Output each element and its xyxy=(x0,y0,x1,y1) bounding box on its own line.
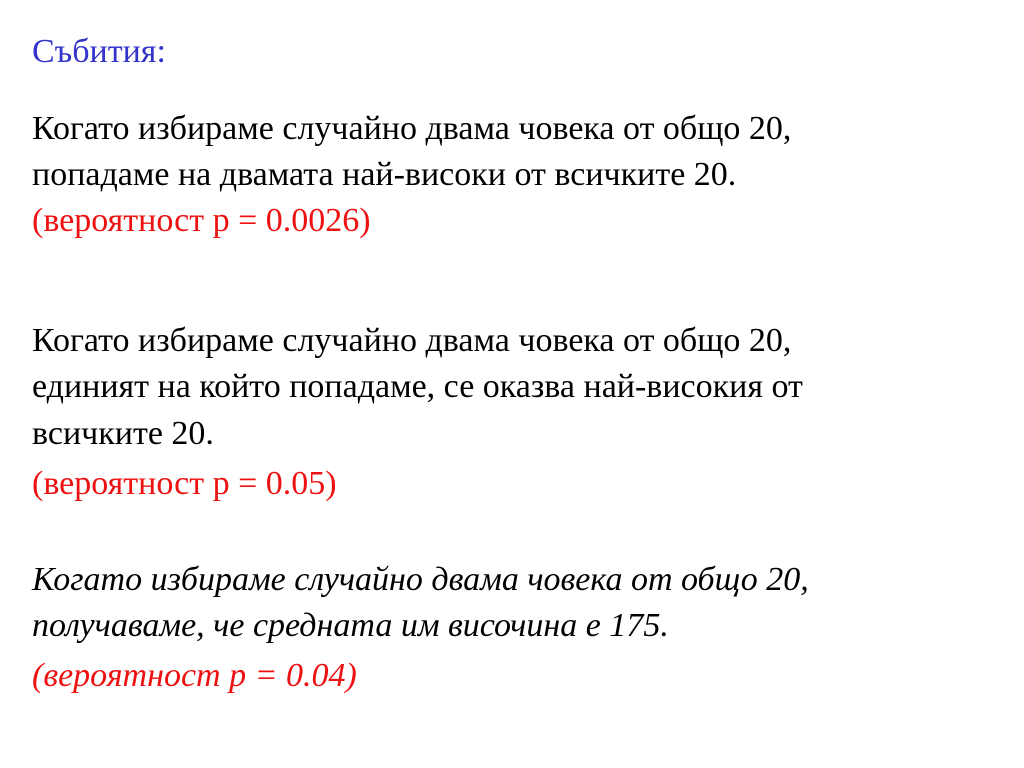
event-2-line-2: единият на който попадаме, се оказва най-високия от xyxy=(32,368,803,405)
event-3-line-1: Когато избираме случайно двама човека от общо 20, xyxy=(32,561,809,598)
event-2-line-1: Когато избираме случайно двама човека от общо 20, xyxy=(32,322,792,359)
event-3-probability: (вероятност p = 0.04) xyxy=(32,657,357,694)
event-2-probability: (вероятност p = 0.05) xyxy=(32,465,337,502)
event-1-probability: (вероятност p = 0.0026) xyxy=(32,202,371,239)
event-3-line-2: получаваме, че средната им височина е 175. xyxy=(32,607,669,644)
event-2-line-3: всичките 20. xyxy=(32,415,214,452)
slide-title: Събития: xyxy=(32,33,166,70)
event-1-line-1: Когато избираме случайно двама човека от общо 20, xyxy=(32,110,792,147)
event-1-line-2: попадаме на двамата най-високи от всичките 20. xyxy=(32,156,737,193)
